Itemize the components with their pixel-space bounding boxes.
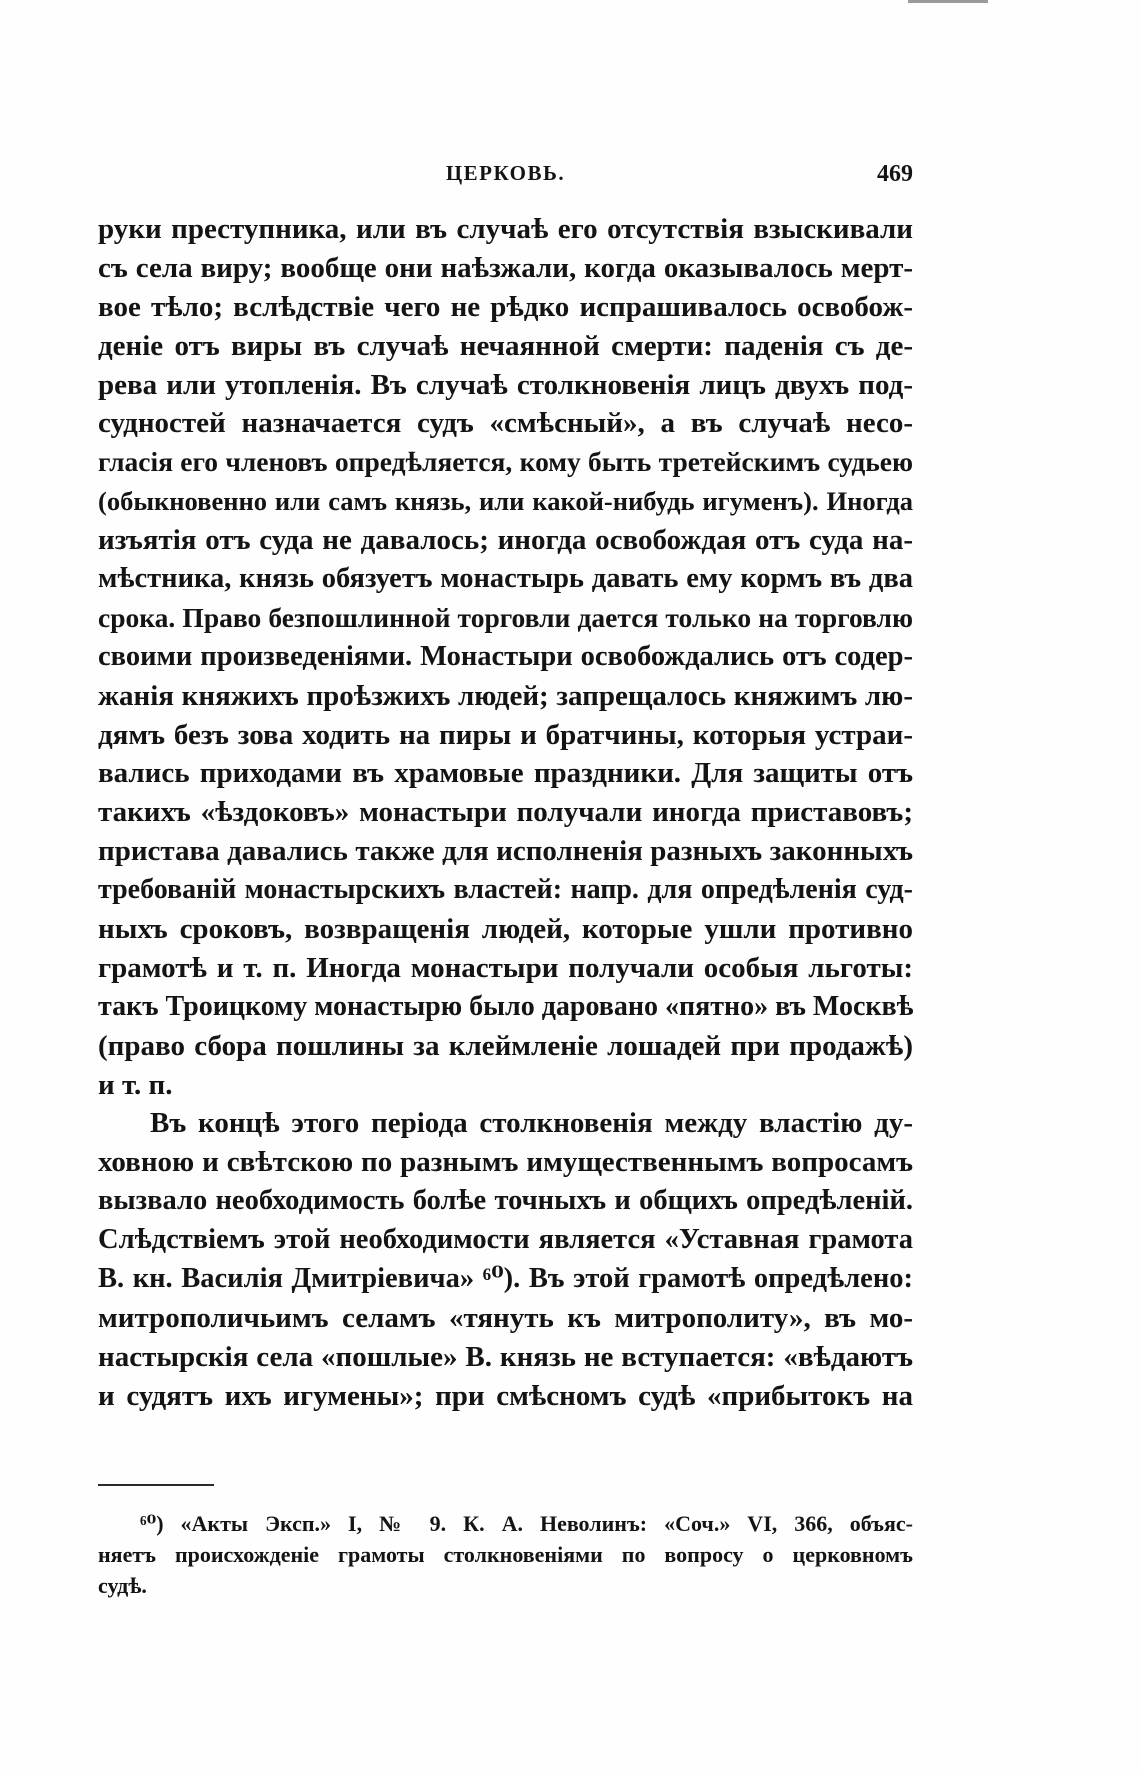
text-line: пристава давались также для исполненія разныхъ законныхъ [98,835,913,868]
text-line: грамотѣ и т. п. Иногда монастыри получали особыя льготы: [98,951,913,984]
running-header [98,161,913,193]
text-line: требованій монастырскихъ властей: напр. для опредѣленія суд- [98,874,913,906]
main-text [98,210,913,1416]
page-number: 469 [877,161,913,187]
text-line: вызвало необходимость болѣе точныхъ и общихъ опредѣленій. [98,1185,913,1217]
text-line: деніе отъ виры въ случаѣ нечаянной смерти: паденія съ де- [98,329,913,362]
text-line: В. кн. Василія Дмитріевича» ⁶⁰). Въ этой грамотѣ опредѣлено: [98,1263,913,1295]
text-line: такихъ «ѣздоковъ» монастыри получали иногда приставовъ; [98,796,913,829]
text-line: рева или утопленія. Въ случаѣ столкновенія лицъ двухъ под- [98,368,913,401]
paragraph-end-line: и т. п. [98,1068,173,1101]
footnote-separator [98,1484,214,1486]
text-line: ховною и свѣтскою по разнымъ имущественнымъ вопросамъ [98,1146,913,1179]
footnote [98,1508,913,1601]
text-line: ныхъ сроковъ, возвращенія людей, которые ушли противно [98,913,913,946]
text-line: судностей назначается судъ «смѣсный», а въ случаѣ несо- [98,407,913,440]
text-line: мѣстника, князь обязуетъ монастырь давать ему кормъ въ два [98,563,913,595]
paragraph-start-line: Въ концѣ этого періода столкновенія между властію ду- [150,1107,913,1140]
text-line: дямъ безъ зова ходить на пиры и братчины, которыя устраи- [98,718,913,751]
running-title: ЦЕРКОВЬ. [445,161,566,185]
text-line: срока. Право безпошлинной торговли дается только на торговлю [98,601,913,633]
text-line: изъятія отъ суда не давалось; иногда освобождая отъ суда на- [98,524,913,557]
text-line: вое тѣло; вслѣдствіе чего не рѣдко испрашивалось освобож- [98,290,913,323]
text-line: настырскія села «пошлые» В. князь не вступается: «вѣдаютъ [98,1340,913,1373]
footnote-line: судѣ. [98,1573,147,1598]
footnote-line: ⁶⁰) «Акты Эксп.» I, № 9. К. А. Неволинъ: «Соч.» VI, 366, объяс- [140,1511,913,1536]
text-line: руки преступника, или въ случаѣ его отсутствія взыскивали [98,213,913,245]
text-line: Слѣдствіемъ этой необходимости является «Уставная грамота [98,1224,913,1256]
text-line: митрополичьимъ селамъ «тянуть къ митрополиту», въ мо- [98,1301,913,1334]
text-line: съ села виру; вообще они наѣзжали, когда оказывалось мерт- [98,251,913,284]
text-line: такъ Троицкому монастырю было даровано «пятно» въ Москвѣ [98,990,914,1022]
scan-edge-mark [908,0,988,3]
text-line: (обыкновенно или самъ князь, или какой-нибудь игуменъ). Иногда [98,486,913,517]
text-line: своими произведеніями. Монастыри освобождались отъ содер- [98,640,913,672]
text-line: (право сбора пошлины за клеймленіе лошадей при продажѣ) [98,1029,913,1062]
text-line: вались приходами въ храмовые праздники. Для защиты отъ [98,757,913,790]
text-line: и судятъ ихъ игумены»; при смѣсномъ судѣ «прибытокъ на [98,1379,913,1412]
footnote-line: няетъ происхожденіе грамоты столкновеніями по вопросу о церковномъ [98,1542,913,1567]
text-line: гласія его членовъ опредѣляется, кому быть третейскимъ судьею [98,446,913,478]
text-line: жанія княжихъ проѣзжихъ людей; запрещалось княжимъ лю- [98,679,913,712]
